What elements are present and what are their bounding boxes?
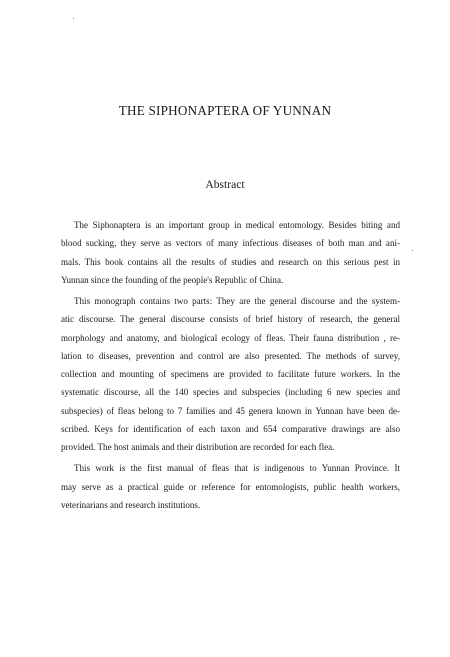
paragraph-2-line-3: morphology and anatomy, and biological ecology of fleas. Their fauna distribution , re- [61,332,400,343]
paragraph-2-line-2: atic discourse. The general discourse consists of brief history of research, the general [61,314,400,325]
paragraph-1-line-4: Yunnan since the founding of the people's Republic of China. [61,274,284,285]
paragraph-1-line-2: blood sucking, they serve as vectors of many infectious diseases of both man and ani- [61,238,400,249]
paragraph-2-line-8: scribed. Keys for identification of each taxon and 654 comparative drawings are also [61,423,400,434]
paragraph-1-line-1: The Siphonaptera is an important group in medical entomology. Besides biting and [74,220,400,230]
paragraph-1-line-3: mals. This book contains all the results of studies and research on this serious pest in [61,256,400,267]
paragraph-2-line-7: subspecies) of fleas belong to 7 families and 45 genera known in Yunnan have been de- [61,405,400,416]
paragraph-3-line-3: veterinarians and research institutions. [61,499,201,510]
paragraph-2-line-1: This monograph contains two parts: They are the general discourse and the system- [74,296,400,306]
paragraph-2-line-9: provided. The host animals and their distribution are recorded for each flea. [61,442,335,452]
paragraph-3-line-2: may serve as a practical guide or reference for entomologists, public health workers, [61,481,400,492]
document-title: THE SIPHONAPTERA OF YUNNAN [118,103,332,118]
paragraph-3-line-1: This work is the first manual of fleas that is indigenous to Yunnan Province. It [74,463,400,474]
paragraph-2-line-4: lation to diseases, prevention and control are also presented. The methods of survey, [61,350,400,361]
paragraph-2-line-6: systematic discourse, all the 140 species and subspecies (including 6 new species and [61,387,400,398]
abstract-heading: Abstract [205,178,245,191]
scan-speck [412,250,413,251]
scan-speck [73,18,74,19]
paragraph-2-line-5: collection and mounting of specimens are provided to facilitate future workers. In the [61,369,400,379]
abstract-body [61,216,400,514]
